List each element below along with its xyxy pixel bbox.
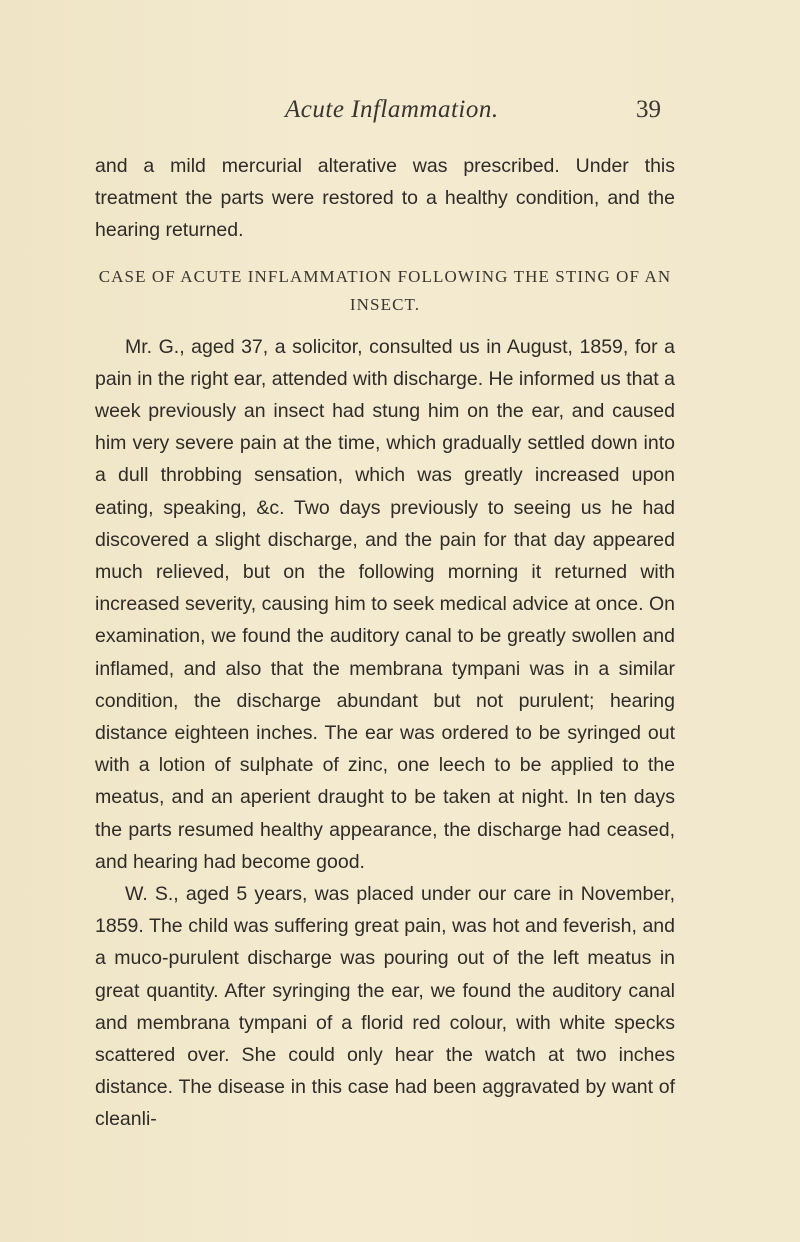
paragraph-continuation: and a mild mercurial alterative was prescribed. Under this treatment the parts were restored to a healthy condition, and the hearing returned. (95, 155, 675, 242)
section-heading: CASE OF ACUTE INFLAMMATION FOLLOWING THE STING OF AN INSECT. (98, 266, 672, 314)
case-paragraph-mr-g: Mr. G., aged 37, a solicitor, consulted us in August, 1859, for a pain in the right ear, attended with discharge. He informed us that a week previously an insect had stung him on the ear, and caused him very severe pain at the time, which gradually settled down into a dull throbbing sensation, which was greatly increased upon eating, speaking, &c. Two days previously to seeing us he had discovered a slight discharge, and the pain for that day appeared much relieved, but on the following morning it returned with increased severity, causing him to seek medical advice at once. On examination, we found the auditory canal to be greatly swollen and inflamed, and also that the membrana tympani was in a similar condition, the discharge abundant but not purulent; hearing distance eighteen inches. The ear was ordered to be syringed out with a lotion of sulphate of zinc, one leech to be applied to the meatus, and an aperient draught to be taken at night. In ten days the parts resumed healthy appearance, the discharge had ceased, and hearing had become good. (95, 335, 675, 873)
page-number: 39 (636, 96, 661, 123)
case-paragraph-w-s: W. S., aged 5 years, was placed under our care in November, 1859. The child was suffering great pain, was hot and feverish, and a muco-purulent discharge was pouring out of the left meatus in great quantity. After syringing the ear, we found the auditory canal and membrana tympani of a florid red colour, with white specks scattered over. She could only hear the watch at two inches distance. The disease in this case had been aggravated by want of cleanli- (95, 883, 675, 1131)
body-text (95, 150, 675, 1136)
running-head (0, 96, 800, 136)
running-title: Acute Inflammation. (285, 96, 499, 123)
